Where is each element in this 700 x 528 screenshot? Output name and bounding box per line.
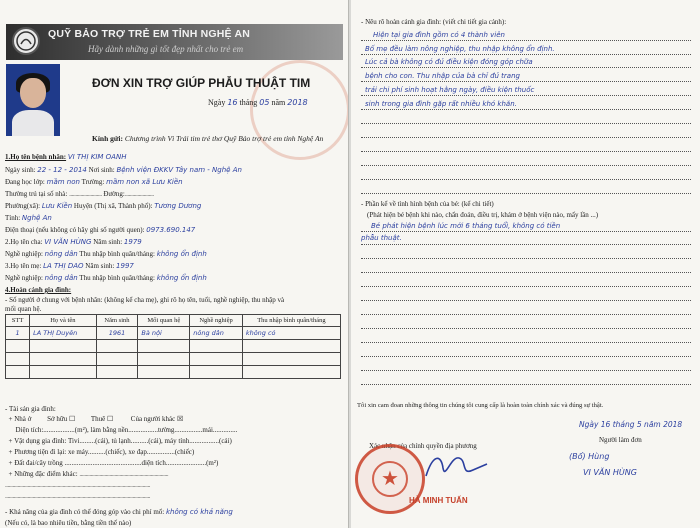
form-title: ĐƠN XIN TRỢ GIÚP PHẪU THUẬT TIM <box>92 76 311 90</box>
residence-row: Thường trú tại số nhà: .......................... Đường:....................... <box>5 190 154 198</box>
dob-row: Ngày sinh: 22 - 12 - 2014 Nơi sinh: Bệnh viện ĐKKV Tây nam - Nghệ An <box>5 166 242 174</box>
table-row <box>6 340 341 353</box>
contribution-row: - Khả năng của gia đình có thể đóng góp vào chi phí mổ: không có khả năng <box>5 508 233 516</box>
form-page-left <box>0 0 349 528</box>
equipment-row: + Vật dụng gia đình: Tivi.........(cái), tủ lạnh..........(cái), máy tính.................(cái) <box>8 437 232 445</box>
patient-photo <box>6 64 60 136</box>
addressee: Kính gửi: Chương trình Vì Trái tim trẻ thơ Quỹ Bảo trợ trẻ em tỉnh Nghệ An <box>92 134 324 143</box>
reason-line: trải chi phí sinh hoạt hằng ngày, điều kiện thuốc <box>365 86 535 94</box>
commitment: Tôi xin cam đoan những thông tin chúng tôi cung cấp là hoàn toàn chính xác và đúng sự thật. <box>357 402 604 409</box>
form-date: Ngày 16 tháng 05 năm 2018 <box>208 98 308 107</box>
mother-job-row: Nghề nghiệp: nông dân Thu nhập bình quân/tháng: không ổn định <box>5 274 207 282</box>
fund-logo <box>12 27 40 55</box>
illness-line: Bé phát hiện bệnh lúc mới 6 tháng tuổi, không có tiền <box>371 222 561 230</box>
local-signature <box>421 446 491 486</box>
father-row: 2.Họ tên cha: VI VĂN HÙNG Năm sinh: 1979 <box>5 238 142 246</box>
father-job-row: Nghề nghiệp: nông dân Thu nhập bình quân/tháng: không ổn định <box>5 250 207 258</box>
org-name: QUỸ BẢO TRỢ TRẺ EM TỈNH NGHỆ AN <box>48 28 251 40</box>
vehicles-row: + Phương tiện đi lại: xe máy..........(chiếc), xe đạp................(chiếc) <box>8 448 195 456</box>
col-name: Họ và tên <box>30 315 96 327</box>
family-note-2: mối quan hệ. <box>5 305 42 313</box>
assets-label: - Tài sản gia đình: <box>5 405 56 413</box>
province-row: Tỉnh: Nghệ An <box>5 214 52 222</box>
ward-row: Phường(xã): Lưu Kiền Huyện (Thị xã, Thành phố): Tương Dương <box>5 202 202 210</box>
header-banner <box>6 24 343 60</box>
applicant-name: VI VĂN HÙNG <box>583 468 637 477</box>
faint-stamp <box>250 60 349 160</box>
reason-line: Lúc cả bà không có đủ điều kiện đóng góp chữa <box>365 58 533 66</box>
reason-line: Hiện tại gia đình gồm có 4 thành viên <box>373 31 505 39</box>
house-row: + Nhà ở Sở hữu ☐ Thuê ☐ Của người khác ☒ <box>8 415 184 423</box>
family-heading: 4.Hoàn cảnh gia đình: <box>5 286 72 294</box>
local-signer-name: HÀ MINH TUẤN <box>409 496 468 505</box>
area-row: Diện tích:..................(m²), làm bằng nền.................tường................mái.............. <box>15 426 238 434</box>
reason-line: bệnh cho con. Thu nhập của bà chỉ đủ trang <box>365 72 520 80</box>
org-slogan: Hãy dành những gì tốt đẹp nhất cho trẻ em <box>88 44 244 54</box>
col-job: Nghề nghiệp <box>190 315 243 327</box>
patient-name-row: 1.Họ tên bệnh nhân: VI THỊ KIM OANH <box>5 153 127 161</box>
mother-row: 3.Họ tên mẹ: LA THỊ DAO Năm sinh: 1997 <box>5 262 134 270</box>
family-table <box>5 314 341 379</box>
col-income: Thu nhập bình quân/tháng <box>242 315 340 327</box>
footer-cut: (Nếu có, là bao nhiêu tiền, bằng tiền thế nào) <box>5 519 132 527</box>
table-row <box>6 353 341 366</box>
special-row: + Những đặc điểm khác: ....................................................................... <box>8 470 169 478</box>
table-row <box>6 366 341 379</box>
school-row: Đang học lớp: mầm non Trường: mầm non xã Lưu Kiền <box>5 178 183 186</box>
illness-sub: (Phát hiện bé bệnh khi nào, chẩn đoán, điều trị, khám ở bệnh viện nào, mấy lần ...) <box>367 211 599 219</box>
applicant-label: Người làm đơn <box>599 436 642 444</box>
special-row-2: .................................................................................................................... <box>5 481 150 489</box>
illness-line: phẫu thuật. <box>361 234 402 242</box>
family-note: - Số người ở chung với bệnh nhân: (không kể cha mẹ), ghi rõ họ tên, tuổi, nghề nghiệp, thu nhập và <box>5 296 285 304</box>
col-yob: Năm sinh <box>96 315 138 327</box>
land-row: + Đất đai/cây trồng ............................................diện tích.......................(m²) <box>8 459 219 467</box>
star-icon: ★ <box>381 468 399 490</box>
special-row-3: .................................................................................................................... <box>5 492 150 500</box>
sign-date: Ngày 16 tháng 5 năm 2018 <box>579 420 683 429</box>
reason-line: Bố mẹ đều làm nông nghiệp, thu nhập không ổn định. <box>365 45 555 53</box>
form-page-right <box>351 0 700 528</box>
applicant-signature: (Bố) Hùng <box>569 452 610 461</box>
reason-label: - Nêu rõ hoàn cảnh gia đình: (viết chi tiết gia cảnh): <box>361 18 507 26</box>
reason-line: sinh trong gia đình gặp rất nhiều khó khăn. <box>365 100 517 108</box>
table-row: 1 LA THỊ Duyên 1961 Bà nội nông dân không có <box>6 327 341 340</box>
col-stt: STT <box>6 315 30 327</box>
illness-label: - Phần kể về tình hình bệnh của bé: (kể chi tiết) <box>361 200 494 208</box>
local-confirm-label: Xác nhận của chính quyền địa phương <box>369 442 477 450</box>
col-relation: Mối quan hệ <box>138 315 190 327</box>
phone-row: Điện thoại (nếu không có hãy ghi số người quen): 0973.690.147 <box>5 226 196 234</box>
